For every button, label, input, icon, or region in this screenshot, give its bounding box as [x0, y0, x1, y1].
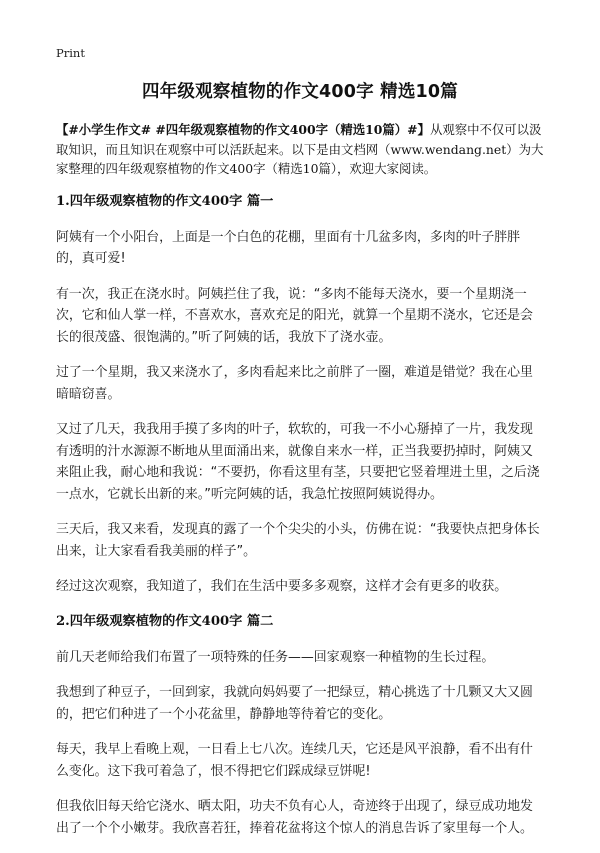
section-1 — [56, 192, 544, 598]
section-heading: 2.四年级观察植物的作文400字 篇二 — [56, 613, 274, 629]
document-body — [56, 120, 544, 853]
paragraph: 阿姨有一个小阳台，上面是一个白色的花棚，里面有十几盆多肉，多肉的叶子胖胖的，真可爱! — [56, 229, 521, 266]
section-heading: 1.四年级观察植物的作文400字 篇一 — [56, 193, 274, 209]
intro-tags: 【#小学生作文# #四年级观察植物的作文400字（精选10篇）#】 — [56, 122, 430, 137]
paragraph: 又过了几天，我我用手摸了多肉的叶子，软软的，可我一不小心掰掉了一片，我发现有透明的汁水源源不断地从里面涌出来，就像自来水一样，正当我要扔掉时，阿姨又来阻止我，耐心地和我说：“不要扔，你看这里有茎，只要把它竖着埋进土里，之后浇一点水，它就长出新的来。”听完阿姨的话，我急忙按照阿姨说得办。 — [56, 422, 540, 502]
page-title: 四年级观察植物的作文400字 精选10篇 — [142, 82, 458, 102]
intro-paragraph — [56, 120, 544, 179]
paragraph: 前几天老师给我们布置了一项特殊的任务——回家观察一种植物的生长过程。 — [56, 649, 495, 665]
intro-text: 从观察中不仅可以汲取知识，而且知识在观察中可以活跃起来。以下是由文档网（www.wendang.net）为大家整理的四年级观察植物的作文400字（精选10篇），欢迎大家阅读。 — [56, 122, 544, 176]
paragraph: 经过这次观察，我知道了，我们在生活中要多多观察，这样才会有更多的收获。 — [56, 579, 508, 594]
paragraph: 三天后，我又来看，发现真的露了一个个尖尖的小头，仿佛在说：“我要快点把身体长出来，让大家看看我美丽的样子”。 — [56, 522, 540, 559]
print-label[interactable]: Print — [56, 46, 85, 60]
paragraph: 有一次，我正在浇水时。阿姨拦住了我，说：“多肉不能每天浇水，要一个星期浇一次，它和仙人掌一样，不喜欢水，喜欢充足的阳光，就算一个星期不浇水，它还是会长的很茂盛、很饱满的。”听了阿姨的话，我放下了浇水壶。 — [56, 286, 533, 345]
paragraph: 过了一个星期，我又来浇水了，多肉看起来比之前胖了一圈，难道是错觉？我在心里暗暗窃喜。 — [56, 365, 533, 402]
section-2 — [56, 612, 544, 840]
paragraph: 我想到了种豆子，一回到家，我就向妈妈要了一把绿豆，精心挑选了十几颗又大又圆的，把它们种进了一个小花盆里，静静地等待着它的变化。 — [56, 685, 533, 722]
paragraph: 但我依旧每天给它浇水、晒太阳，功夫不负有心人，奇迹终于出现了，绿豆成功地发出了一个个小嫩芽。我欣喜若狂，捧着花盆将这个惊人的消息告诉了家里每一个人。 — [56, 799, 533, 836]
paragraph: 每天，我早上看晚上观，一日看上七八次。连续几天，它还是风平浪静，看不出有什么变化。这下我可着急了，恨不得把它们踩成绿豆饼呢! — [56, 742, 533, 779]
